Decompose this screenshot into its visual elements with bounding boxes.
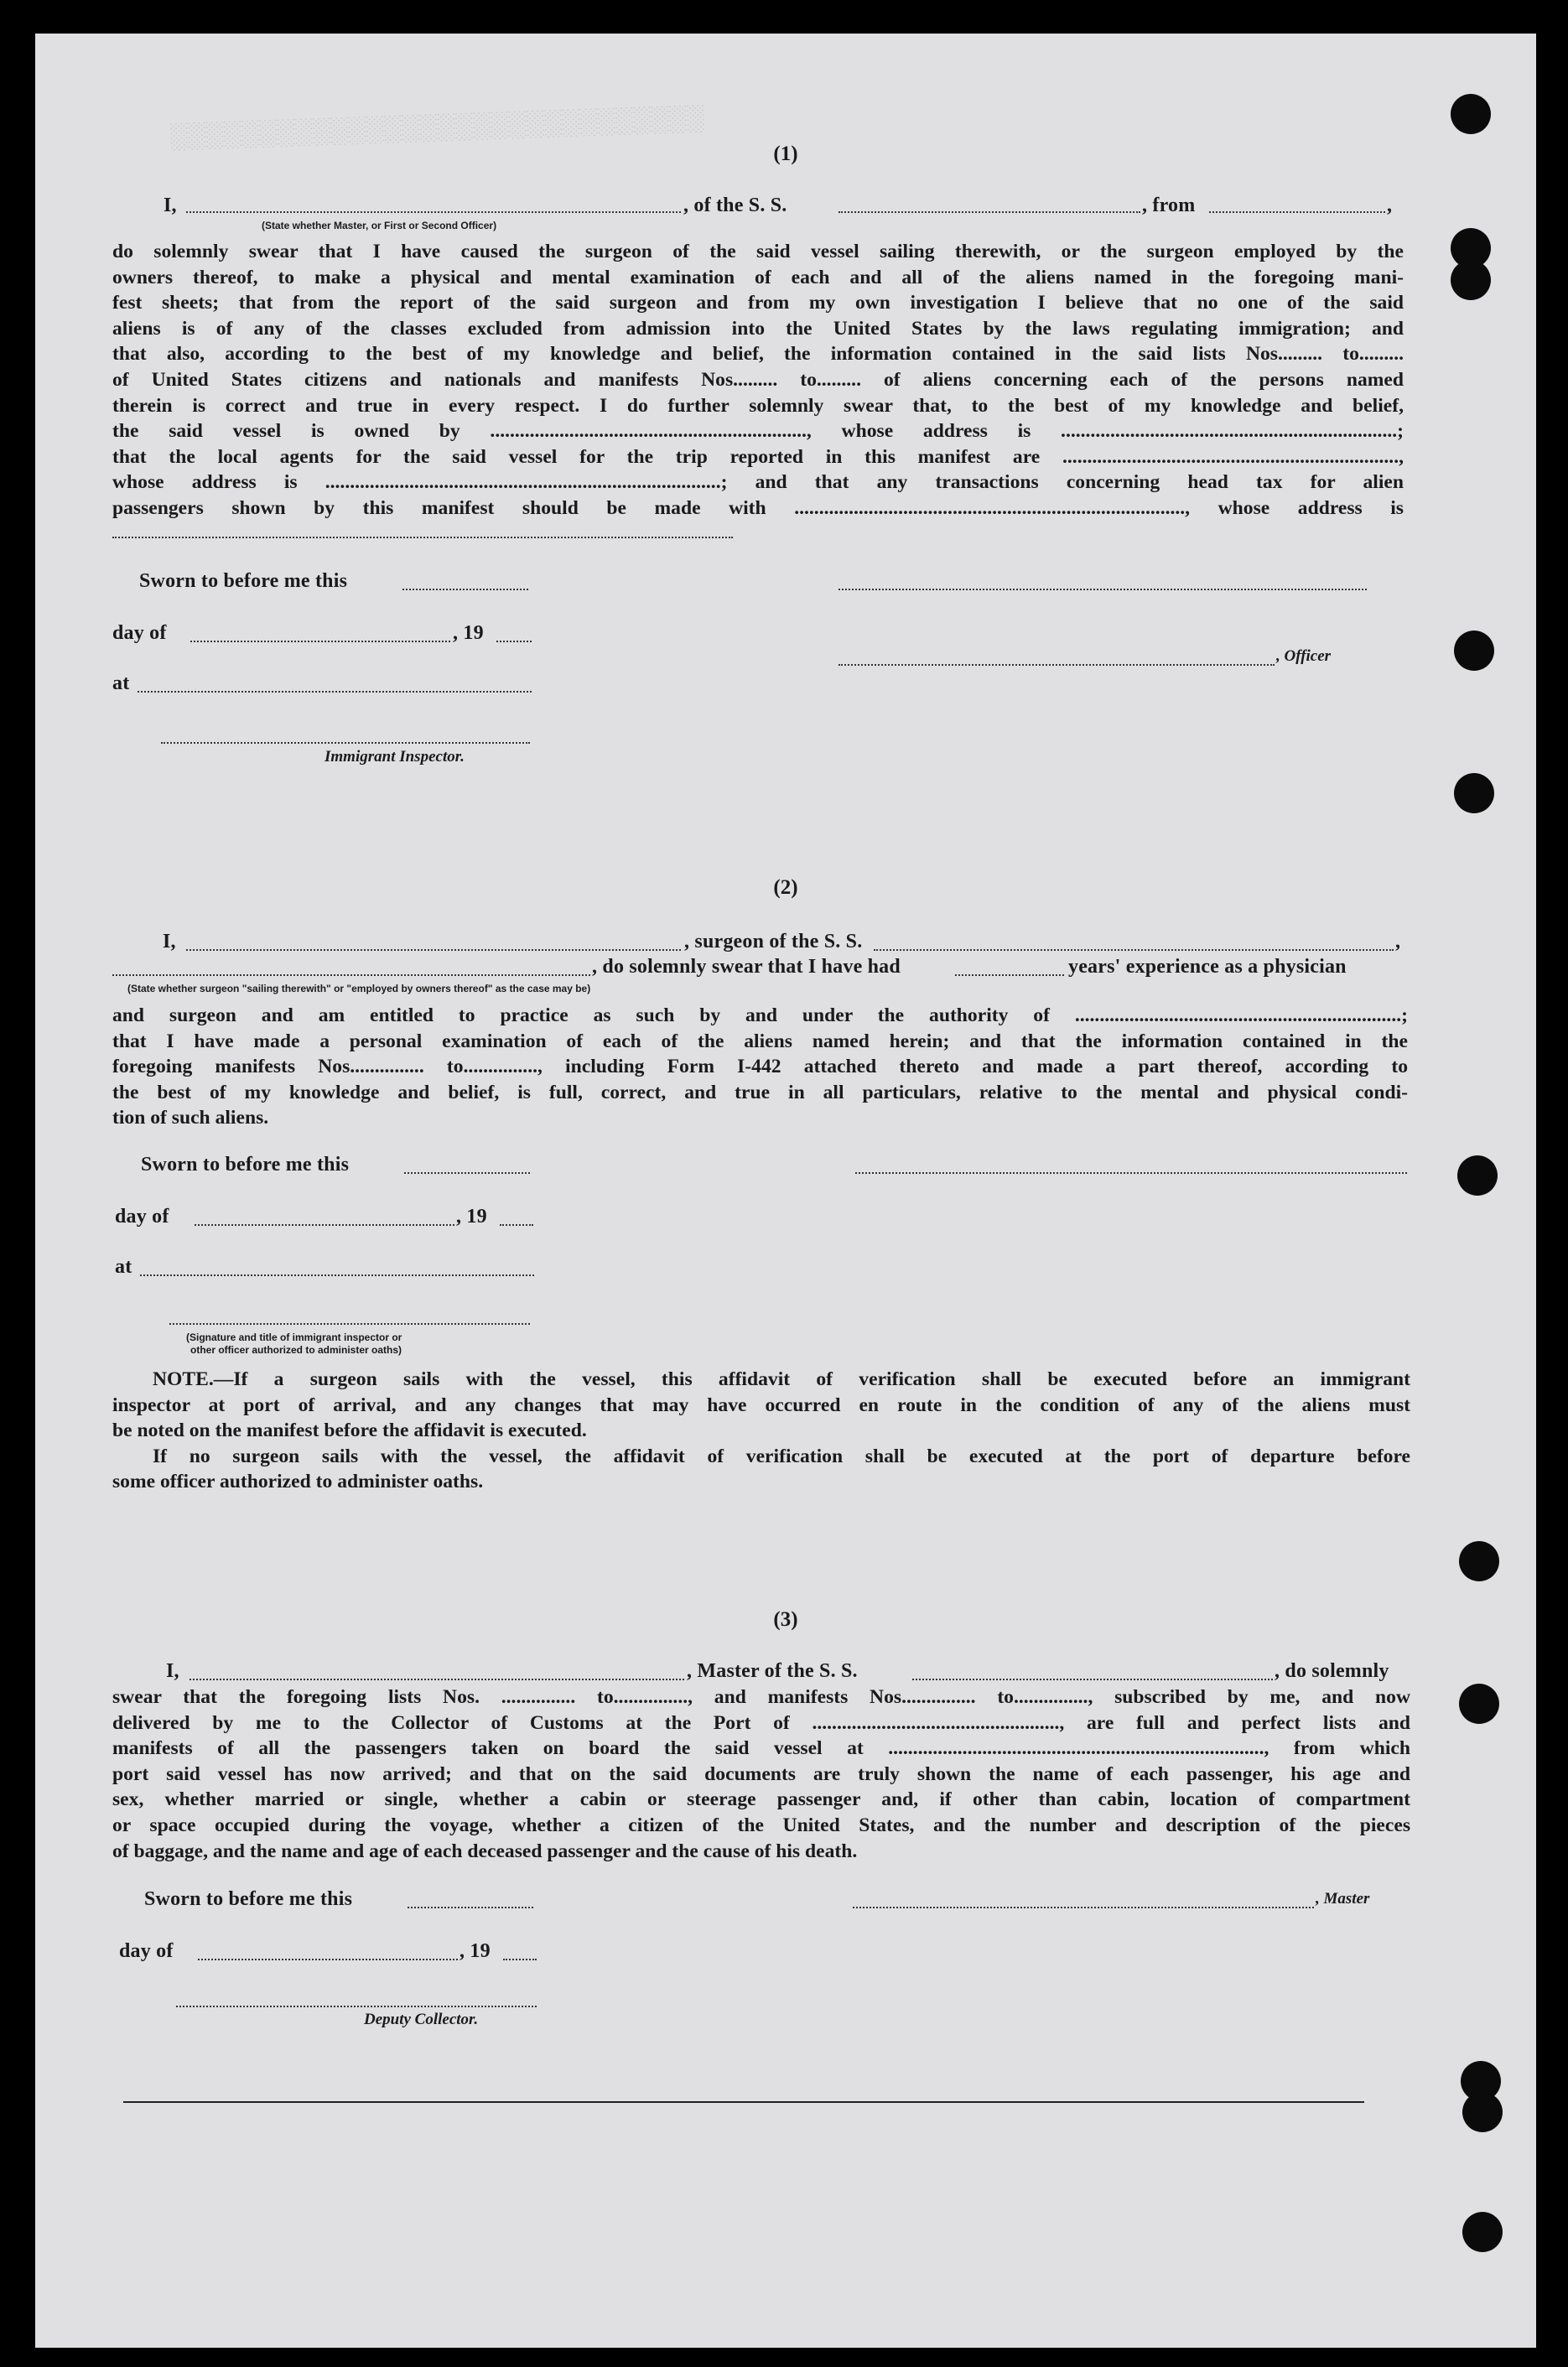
oath-line-end: , <box>1387 195 1393 216</box>
punch-hole-icon <box>1462 2212 1503 2252</box>
blank-year <box>496 641 532 642</box>
blank-surgeon-type <box>112 974 590 976</box>
blank-day <box>195 1224 454 1226</box>
blank-sworn <box>408 1907 533 1908</box>
punch-hole-icon <box>1451 94 1491 134</box>
note-master: (State whether Master, or First or Second Officer) <box>262 220 497 231</box>
punch-hole-icon <box>1459 1684 1499 1724</box>
note-surgeon: (State whether surgeon "sailing therewith" or "employed by owners thereof" as the case may be) <box>127 983 591 994</box>
day-of-label: day of <box>119 1940 174 1962</box>
blank-sworn <box>402 589 528 590</box>
sig-note-2: other officer authorized to administer oaths) <box>190 1344 402 1356</box>
oath-paragraph-1: do solemnly swear that I have caused the surgeon of the said vessel sailing therewith, or the surgeon employed by the owners thereof, to make a physical and mental examination of each and all of the aliens named in the foregoing mani- fest sheets; that from the report of the said surgeon and from my own investigation I believe that no one of the said aliens is of any of the classes excluded from admission into the United States by the laws regulating immigration; and that also, according to the best of my knowledge and belief, the information contained in the said lists Nos......... to......... of United States citizens and nationals and manifests Nos......... to......... of aliens concerning each of the persons named therein is correct and true in every respect. I do further solemnly swear that, to the best of my knowledge and belief, the said vessel is owned by ................................................................, whose address is ....................................................................; that the local agents for the said vessel for the trip reported in this manifest are ...................................................................., whose address is ................................................................................; and that any transactions concerning head tax for alien passengers shown by this manifest should be made with ..............................................................................., whose address is <box>112 241 1404 519</box>
signature-line <box>839 589 1367 590</box>
oath-paragraph-3: swear that the foregoing lists Nos. ............... to..............., and manifests Nos............... to..............., subscribed by me, and now delivered by me to the Collector of Customs at the Port of .................................................., are full and perfect lists and manifests of all the passengers taken on board the said vessel at ............................................................................, from which port said vessel has now arrived; and that on the said documents are truly shown the name of each passenger, his age and sex, whether married or single, whether a cabin or steerage passenger and, if other than cabin, location of compartment or space occupied during the voyage, whether a citizen of the United States, and the number and description of the pieces of baggage, and the name and age of each deceased passenger and the cause of his death. <box>112 1686 1410 1862</box>
section-number: (3) <box>773 1608 798 1631</box>
blank-day <box>198 1959 458 1960</box>
master-of-label: , Master of the S. S. <box>687 1660 858 1682</box>
oath-line-i: I, <box>163 931 176 953</box>
bleed-through-stamp: ░░░░░░░░░░░░░░░░░░░░░░░░░░░░░░ <box>169 103 705 151</box>
blank-surgeon-vessel <box>874 949 1394 951</box>
surgeon-label: , surgeon of the S. S. <box>684 931 863 953</box>
inspector-label: Immigrant Inspector. <box>325 748 465 766</box>
blank-master-name <box>190 1679 684 1680</box>
punch-hole-icon <box>1454 773 1494 813</box>
at-label: at <box>115 1256 132 1278</box>
sworn-label: Sworn to before me this <box>139 570 348 592</box>
at-label: at <box>112 672 130 694</box>
blank-address-continued <box>112 537 733 538</box>
day-of-label: day of <box>115 1206 169 1228</box>
solemnly-label: , do solemnly <box>1275 1660 1389 1682</box>
form-sheet <box>35 34 1536 2348</box>
year-label: , 19 <box>453 622 484 644</box>
blank-year <box>503 1959 537 1960</box>
section-number: (2) <box>773 876 798 899</box>
blank-surgeon-name <box>186 949 681 951</box>
deputy-label: Deputy Collector. <box>364 2011 479 2028</box>
year-label: , 19 <box>456 1206 487 1228</box>
blank-years <box>955 974 1064 976</box>
master-label: , Master <box>1316 1890 1370 1908</box>
swear-label: , do solemnly swear that I have had <box>592 956 901 978</box>
bottom-rule <box>123 2101 1364 2103</box>
master-signature-line <box>853 1907 1314 1908</box>
signature-line <box>169 1323 530 1325</box>
sworn-label: Sworn to before me this <box>141 1154 350 1176</box>
oath-line-from: , from <box>1142 195 1196 216</box>
punch-hole-icon <box>1459 1541 1499 1581</box>
inspector-signature-line <box>161 742 530 744</box>
note-paragraph: NOTE.—If a surgeon sails with the vessel, this affidavit of verification shall be executed before an immigrant inspector at port of arrival, and any changes that may have occurred en route in the condition of any of the aliens must be noted on the manifest before the affidavit is executed. If no surgeon sails with the vessel, the affidavit of verification shall be executed at the port of departure before some officer authorized to administer oaths. <box>112 1368 1410 1493</box>
oath-paragraph-2: and surgeon and am entitled to practice as such by and under the authority of ..................................................................; that I have made a personal examination of each of the aliens named herein; and that the information contained in the foregoing manifests Nos............... to..............., including Form I-442 attached thereto and made a part thereof, according to the best of my knowledge and belief, is full, correct, and true in all particulars, relative to the mental and physical condi- tion of such aliens. <box>112 1004 1408 1129</box>
punch-hole-icon <box>1457 1155 1498 1196</box>
blank-vessel <box>839 211 1140 213</box>
punch-hole-icon <box>1451 260 1491 300</box>
blank-from <box>1209 211 1385 213</box>
blank-at <box>138 691 532 693</box>
year-label: , 19 <box>459 1940 491 1962</box>
blank-sworn <box>404 1172 530 1174</box>
punch-hole-icon <box>1462 2092 1503 2132</box>
oath-line-i: I, <box>166 1660 179 1682</box>
years-label: years' experience as a physician <box>1068 956 1347 978</box>
oath-line-end: , <box>1395 931 1401 953</box>
sig-note-1: (Signature and title of immigrant inspector or <box>186 1331 402 1343</box>
blank-name <box>186 211 681 213</box>
blank-year <box>500 1224 533 1226</box>
officer-label: , Officer <box>1276 647 1332 665</box>
oath-line-of-ss: , of the S. S. <box>683 195 787 216</box>
section-number: (1) <box>773 143 798 165</box>
blank-day <box>190 641 450 642</box>
blank-vessel <box>912 1679 1273 1680</box>
punch-hole-icon <box>1454 631 1494 671</box>
blank-at <box>140 1274 534 1276</box>
day-of-label: day of <box>112 622 167 644</box>
deputy-signature-line <box>176 2006 537 2007</box>
signature-line <box>855 1172 1407 1174</box>
oath-line-i: I, <box>164 195 177 216</box>
officer-signature-line <box>839 664 1275 666</box>
sworn-label: Sworn to before me this <box>144 1888 353 1910</box>
